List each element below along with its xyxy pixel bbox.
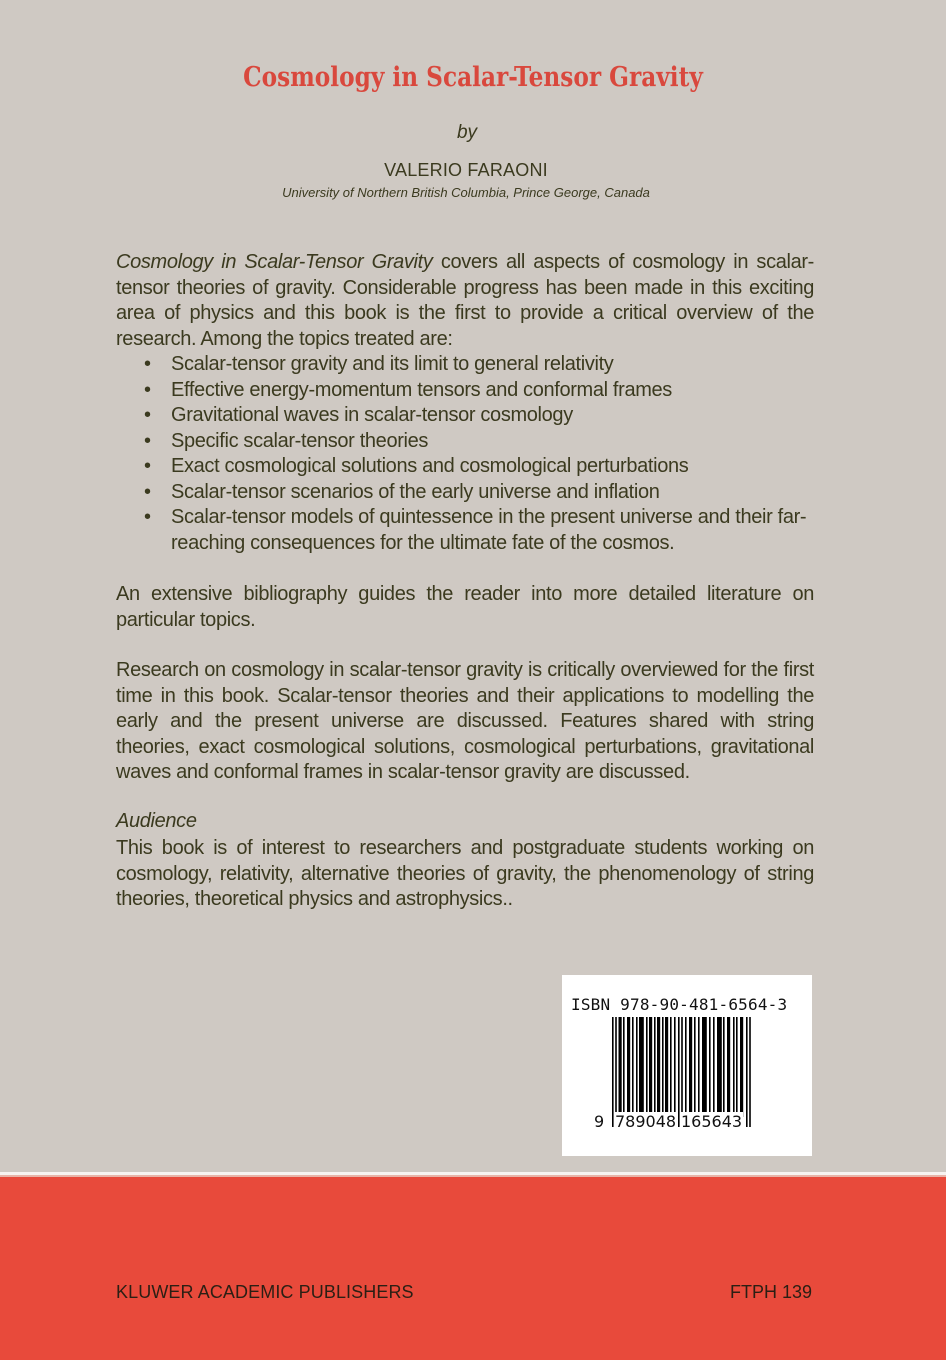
audience-paragraph: This book is of interest to researchers and postgraduate students working on cosmology, relativity, alternative theories of gravity, the phenomenology of string theories, theoretical physics and astrophysics.. (116, 837, 814, 910)
bullet-icon: • (144, 353, 151, 375)
topic-text: Specific scalar-tensor theories (171, 429, 429, 452)
bullet-icon: • (144, 378, 151, 401)
barcode-group-2: 165643 (681, 1112, 743, 1131)
topic-text: Scalar-tensor scenarios of the early universe and inflation (171, 480, 660, 503)
topics-list (144, 352, 824, 556)
bibliography-paragraph: An extensive bibliography guides the reader into more detailed literature on particular topics. (116, 583, 814, 631)
topic-text: Scalar-tensor models of quintessence in the present universe and their far-reaching consequences for the ultimate fate of the cosmos. (171, 506, 807, 554)
series-number: FTPH 139 (730, 1282, 813, 1302)
intro-book-title: Cosmology in Scalar-Tensor Gravity (116, 251, 433, 273)
topic-item (144, 352, 824, 378)
by-label: by (456, 122, 478, 143)
topic-item (144, 454, 824, 480)
footer-band (0, 1177, 946, 1360)
audience-heading: Audience (116, 810, 197, 832)
intro-paragraph (116, 250, 814, 352)
author-name: VALERIO FARAONI (384, 160, 548, 180)
topic-text: Scalar-tensor gravity and its limit to general relativity (171, 353, 614, 375)
topic-item (144, 480, 824, 506)
topic-item (144, 505, 824, 556)
bullet-icon: • (144, 404, 151, 426)
topic-item (144, 378, 824, 404)
research-paragraph: Research on cosmology in scalar-tensor gravity is critically overviewed for the first time in this book. Scalar-tensor theories and their applications to modelling the early and the present universe are discussed. Features shared with string theories, exact cosmological solutions, cosmological perturbations, gravitational waves and conformal frames in scalar-tensor gravity are discussed. (116, 659, 814, 783)
bullet-icon: • (144, 480, 151, 503)
bullet-icon: • (144, 455, 151, 477)
topic-text: Gravitational waves in scalar-tensor cosmology (171, 404, 573, 426)
barcode-icon (612, 1017, 754, 1127)
topic-text: Effective energy-momentum tensors and conformal frames (171, 378, 672, 401)
topic-text: Exact cosmological solutions and cosmological perturbations (171, 455, 689, 477)
bullet-icon: • (144, 429, 151, 452)
barcode-first-digit: 9 (594, 1112, 605, 1131)
publisher-name: KLUWER ACADEMIC PUBLISHERS (116, 1282, 414, 1302)
book-title: Cosmology in Scalar-Tensor Gravity (243, 62, 703, 93)
topic-item (144, 429, 824, 455)
barcode-group-1: 789048 (615, 1112, 677, 1131)
intro-text: covers all aspects of cosmology in scalar-tensor theories of gravity. Considerable progress has been made in this exciting area of physics and this book is the first to provide a critical overview of the research. Among the topics treated are: (116, 251, 814, 350)
topic-item (144, 403, 824, 429)
isbn-label: ISBN 978-90-481-6564-3 (571, 995, 788, 1014)
bullet-icon: • (144, 506, 151, 528)
isbn-barcode-box (562, 975, 812, 1156)
author-affiliation: University of Northern British Columbia, Prince George, Canada (282, 185, 650, 200)
